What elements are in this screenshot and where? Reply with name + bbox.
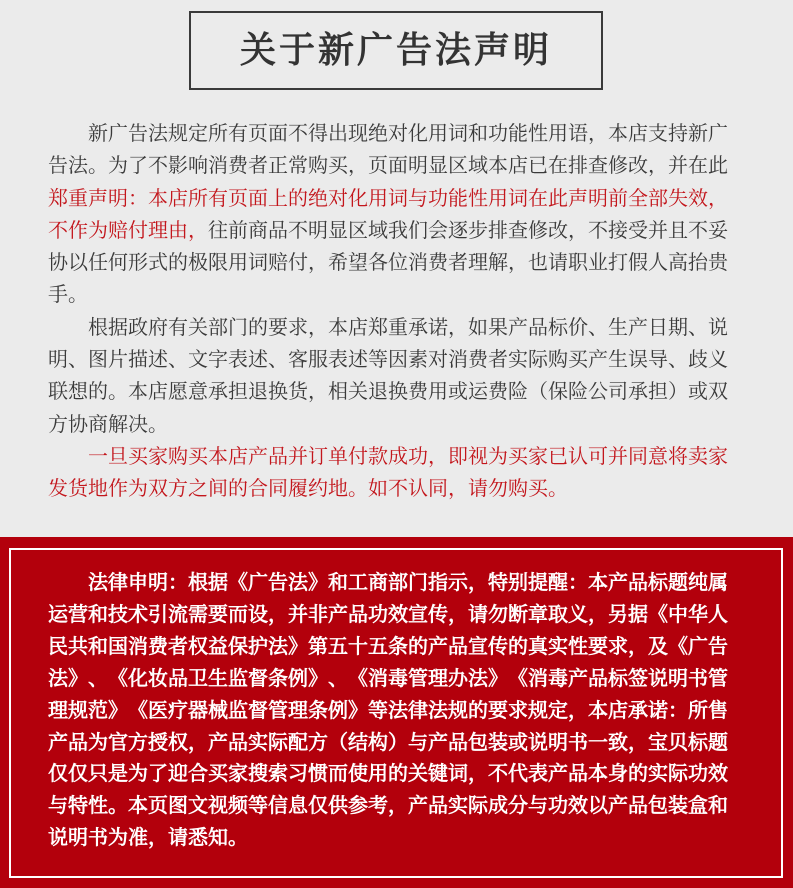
- notice-body: [48, 117, 728, 505]
- title-box: [189, 11, 603, 90]
- notice-paragraph-1: [48, 117, 728, 311]
- notice-highlighted-segment: 一旦买家购买本店产品并订单付款成功，即视为买家已认可并同意将卖家发货地作为双方之间的合同履约地。如不认同，请勿购买。: [48, 443, 728, 501]
- notice-paragraph-2: [48, 311, 728, 440]
- page-title: 关于新广告法声明: [239, 29, 552, 71]
- notice-paragraph-3: [48, 440, 728, 505]
- notice-text-segment: 往前商品不明显区域我们会逐步排查修改，不接受并且不妥协以任何形式的极限用词赔付，希望各位消费者理解，也请职业打假人高抬贵手。: [48, 217, 728, 307]
- notice-highlighted-segment: 郑重声明：本店所有页面上的绝对化用词与功能性用词在此声明前全部失效，不作为赔付理由，: [48, 185, 728, 242]
- legal-statement-text: 法律申明：根据《广告法》和工商部门指示，特别提醒：本产品标题纯属运营和技术引流需要而设，并非产品功效宣传，请勿断章取义，另据《中华人民共和国消费者权益保护法》第五十五条的产品宣传的真实性要求，及《广告法》、《化妆品卫生监督条例》、《消毒管理办法》《消毒产品标签说明书管理规范》《医疗器械监督管理条例》等法律法规的要求规定，本店承诺：所售产品为官方授权，产品实际配方（结构）与产品包装或说明书一致，宝贝标题仅仅只是为了迎合买家搜索习惯而使用的关键词，不代表产品本身的实际功效与特性。本页图文视频等信息仅供参考，产品实际成分与功效以产品包装盒和说明书为准，请悉知。: [48, 570, 728, 850]
- notice-text-segment: 新广告法规定所有页面不得出现绝对化用词和功能性用语，本店支持新广告法。为了不影响消费者正常购买，页面明显区域本店已在排查修改，并在此: [48, 121, 728, 178]
- notice-text-segment: 根据政府有关部门的要求，本店郑重承诺，如果产品标价、生产日期、说明、图片描述、文字表述、客服表述等因素对消费者实际购买产生误导、歧义联想的。本店愿意承担退换货，相关退换费用或运费险（保险公司承担）或双方协商解决。: [48, 314, 728, 436]
- legal-statement-section: [0, 537, 793, 888]
